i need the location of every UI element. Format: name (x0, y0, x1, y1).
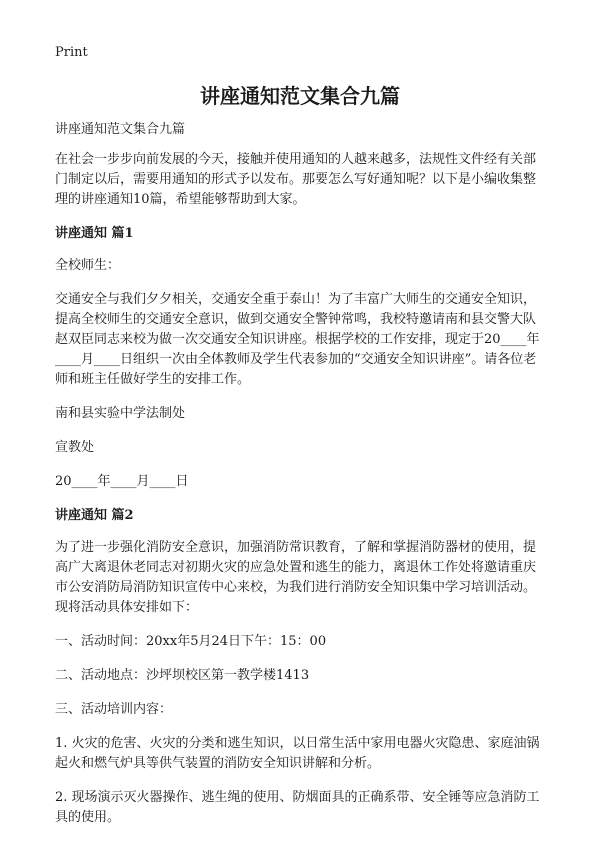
intro-paragraph: 在社会一步步向前发展的今天，接触并使用通知的人越来越多，法规性文件经有关部门制定以后，需要用通知的形式予以发布。那要怎么写好通知呢？以下是小编收集整理的讲座通知10篇，希望能够帮助到大家。 (55, 152, 537, 207)
section-1-body: 交通安全与我们夕夕相关，交通安全重于泰山！为了丰富广大师生的交通安全知识，提高全校师生的交通安全意识，做到交通安全警钟常鸣，我校特邀请南和县交警大队赵双臣同志来校为做一次交通安全知识讲座。根据学校的工作安排，现定于20____年____月____日组织一次由全体教师及学生代表参加的“交通安全知识讲座”。请各位老师和班主任做好学生的安排工作。 (55, 292, 540, 387)
document-subtitle: 讲座通知范文集合九篇 (55, 122, 186, 137)
print-link[interactable]: Print (55, 45, 88, 60)
section-2-subitem-2: 2. 现场演示灭火器操作、逃生绳的使用、防烟面具的正确系带、安全锤等应急消防工具的使用。 (55, 790, 540, 825)
section-2-body: 为了进一步强化消防安全意识，加强消防常识教育，了解和掌握消防器材的使用，提高广大离退休老同志对初期火灾的应急处置和逃生的能力，离退休工作处将邀请重庆市公安消防局消防知识宣传中心来校，为我们进行消防安全知识集中学习培训活动。现将活动具体安排如下： (55, 540, 537, 615)
document-body (55, 120, 545, 842)
section-1-heading: 讲座通知 篇1 (55, 226, 134, 241)
section-1-signature-dept: 宣教处 (55, 440, 95, 455)
section-2-heading: 讲座通知 篇2 (55, 508, 134, 523)
section-1-signature-org: 南和县实验中学法制处 (55, 406, 186, 421)
section-2-subitem-1: 1. 火灾的危害、火灾的分类和逃生知识，以日常生活中家用电器火灾隐患、家庭油锅起火和燃气炉具等供气装置的消防安全知识讲解和分析。 (55, 736, 540, 771)
page-title: 讲座通知范文集合九篇 (200, 84, 400, 108)
section-1-greeting: 全校师生： (55, 258, 121, 273)
section-1-date: 20____年____月____日 (55, 474, 189, 489)
section-2-item-content: 三、活动培训内容： (55, 702, 173, 717)
section-2-item-time: 一、活动时间：20xx年5月24日下午：15：00 (55, 634, 327, 649)
section-2-item-location: 二、活动地点：沙坪坝校区第一教学楼1413 (55, 668, 310, 683)
